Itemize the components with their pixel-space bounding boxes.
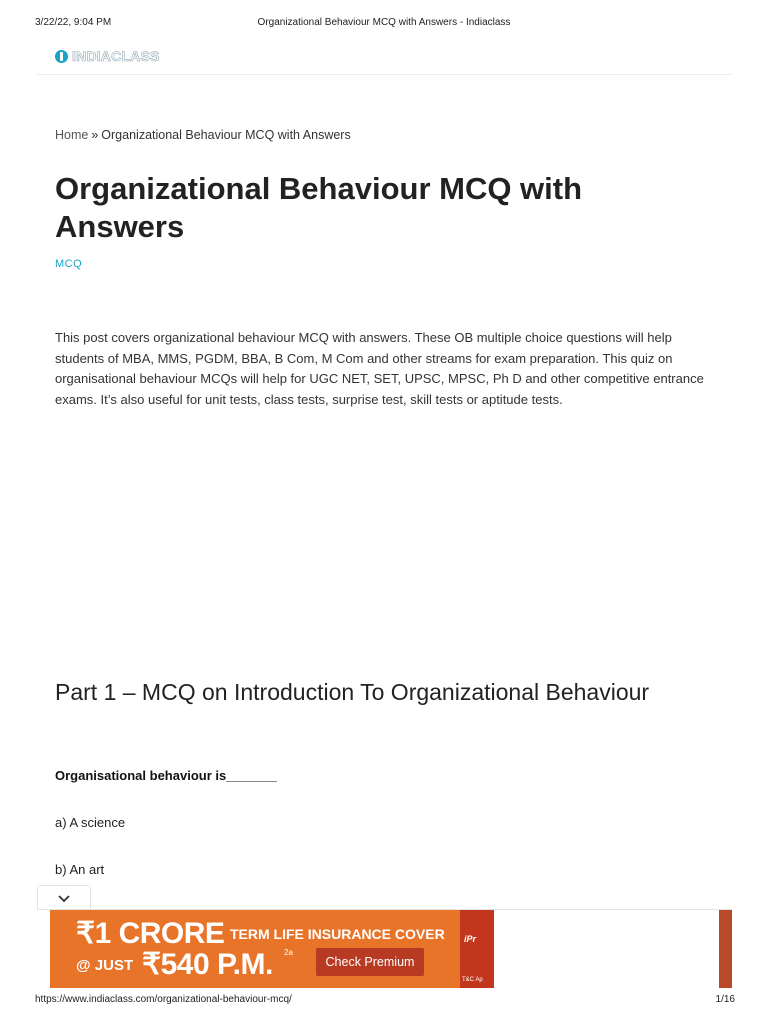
ad-asterisk: 2a (284, 948, 293, 957)
print-date: 3/22/22, 9:04 PM (35, 17, 112, 28)
breadcrumb (55, 128, 351, 142)
page-title: Organizational Behaviour MCQ with Answers (55, 171, 583, 244)
indiaclass-logo-icon[interactable] (55, 50, 68, 63)
category-link[interactable]: MCQ (55, 258, 83, 270)
ad-terms: T&C Ap (462, 977, 483, 983)
print-header (0, 17, 768, 31)
question-text: Organisational behaviour is_______ (55, 768, 277, 783)
ad-subheadline: TERM LIFE INSURANCE COVER (230, 926, 445, 942)
ad-price-prefix: @ JUST (76, 957, 134, 974)
chevron-down-icon (57, 894, 71, 903)
ad-headline: ₹1 CRORE (76, 917, 225, 950)
ad-badge-text: iPr (464, 934, 477, 944)
intro-paragraph: This post covers organizational behaviour MCQ with answers. These OB multiple choice questions will help students of MBA, MMS, PGDM, BBA, B Com, M Com and other streams for exam preparation. This quiz on organisational behaviour MCQs will help for UGC NET, SET, UPSC, MPSC, Ph D and other competitive entrance exams. It’s also useful for unit tests, class tests, surprise test, skill tests or aptitude tests. (55, 330, 704, 408)
breadcrumb-current: Organizational Behaviour MCQ with Answers (101, 128, 351, 142)
header-divider (37, 74, 732, 75)
ad-blank-area (494, 910, 719, 988)
ad-edge-image (719, 910, 732, 988)
ad-banner[interactable] (50, 910, 494, 988)
print-page-number: 1/16 (715, 994, 735, 1005)
print-document-title: Organizational Behaviour MCQ with Answers - Indiaclass (257, 17, 511, 28)
print-url: https://www.indiaclass.com/organizational-behaviour-mcq/ (35, 994, 292, 1005)
option-b: b) An art (55, 862, 105, 877)
option-a: a) A science (55, 815, 126, 830)
site-header[interactable] (55, 45, 160, 67)
ad-collapse-button[interactable] (37, 885, 91, 910)
breadcrumb-separator: » (91, 128, 99, 142)
site-logo-text[interactable]: INDIACLASS (72, 48, 160, 64)
ad-price: ₹540 P.M. (142, 948, 273, 981)
check-premium-button[interactable]: Check Premium (316, 948, 424, 976)
section-heading: Part 1 – MCQ on Introduction To Organizational Behaviour (55, 679, 650, 705)
breadcrumb-home-link[interactable]: Home (55, 128, 89, 142)
